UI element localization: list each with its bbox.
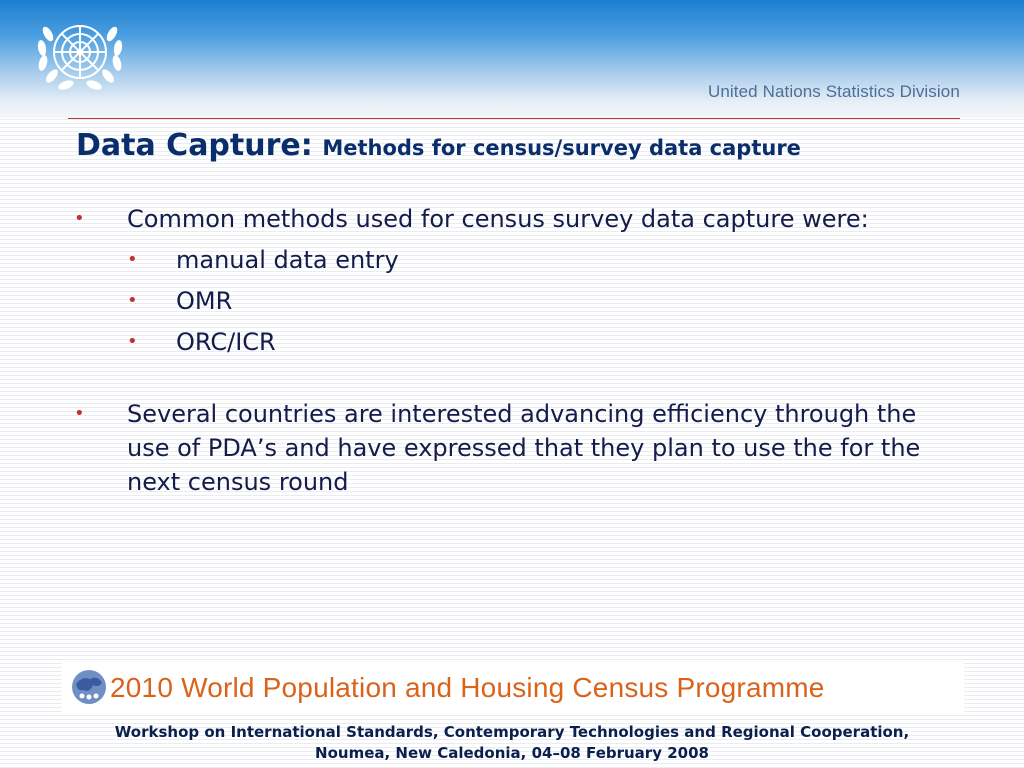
workshop-line-2: Noumea, New Caledonia, 04–08 February 2008 — [315, 744, 709, 762]
title-subtitle: Methods for census/survey data capture — [322, 136, 801, 160]
sub-bullet-text: OMR — [176, 287, 233, 315]
slide-title — [76, 128, 801, 163]
bullet-item — [72, 202, 952, 236]
bullet-text: Several countries are interested advancing efficiency through the use of PDA’s and have expressed that they plan to use the for the next census round — [127, 400, 921, 496]
bullet-item — [72, 397, 952, 499]
title-main: Data Capture: — [76, 128, 313, 163]
workshop-line-1: Workshop on International Standards, Contemporary Technologies and Regional Cooperation, — [114, 723, 910, 741]
bullet-text: Common methods used for census survey data capture were: — [127, 205, 869, 233]
census-programme-logo-icon — [68, 666, 110, 708]
sub-bullet-item — [72, 325, 952, 359]
spacer — [72, 359, 952, 397]
programme-title: 2010 World Population and Housing Census Programme — [110, 672, 825, 703]
sub-bullet-item — [72, 284, 952, 318]
bullet-dot-icon: • — [127, 249, 138, 270]
un-emblem-icon — [30, 12, 130, 96]
slide-body — [72, 202, 952, 499]
sub-bullet-item — [72, 243, 952, 277]
programme-banner — [62, 662, 964, 714]
workshop-footer — [0, 722, 1024, 764]
organization-name: United Nations Statistics Division — [708, 82, 960, 101]
bullet-dot-icon: • — [74, 208, 85, 229]
sub-bullet-text: manual data entry — [176, 246, 399, 274]
bullet-dot-icon: • — [127, 331, 138, 352]
slide-header — [0, 0, 1024, 118]
sub-bullet-text: ORC/ICR — [176, 328, 276, 356]
header-divider — [68, 118, 960, 119]
bullet-dot-icon: • — [74, 403, 85, 424]
bullet-dot-icon: • — [127, 290, 138, 311]
